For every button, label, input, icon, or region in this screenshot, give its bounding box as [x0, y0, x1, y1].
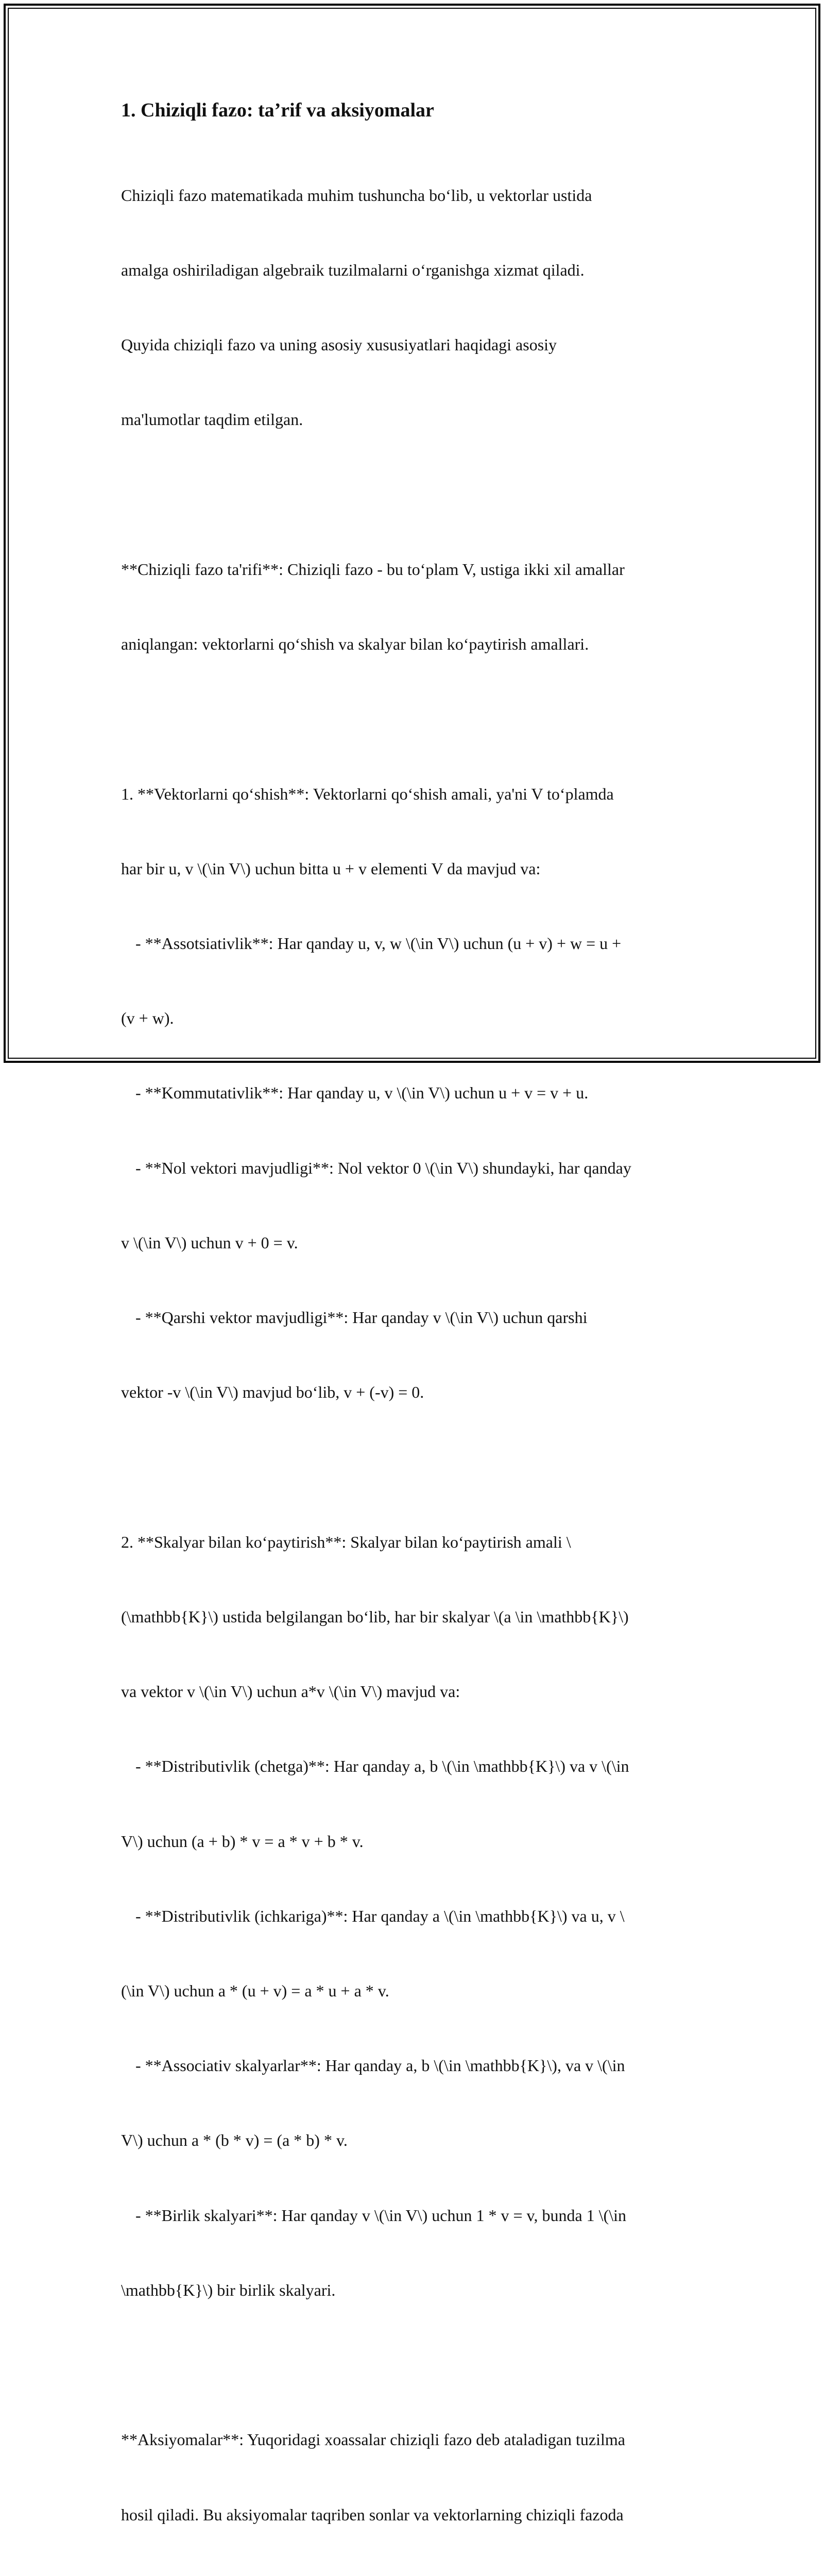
document-body	[121, 97, 713, 2576]
text-line: V\) uchun (a + b) * v = a * v + b * v.	[121, 1829, 713, 1854]
list-item-heading: 2. **Skalyar bilan ko‘paytirish**: Skalyar bilan ko‘paytirish amali \	[121, 1530, 713, 1554]
sub-item-inverse-vector: - **Qarshi vektor mavjudligi**: Har qanday v \(\in V\) uchun qarshi	[121, 1305, 713, 1330]
sub-item-zero-vector: - **Nol vektori mavjudligi**: Nol vektor 0 \(\in V\) shundayki, har qanday	[121, 1156, 713, 1180]
sub-item-distributivity-outer: - **Distributivlik (chetga)**: Har qanday a, b \(\in \mathbb{K}\) va v \(\in	[121, 1754, 713, 1778]
text-line: va vektor v \(\in V\) uchun a*v \(\in V\) mavjud va:	[121, 1679, 713, 1704]
section-title: 1. Chiziqli fazo: ta’rif va aksiyomalar	[121, 97, 713, 124]
sub-item-associative-scalars: - **Associativ skalyarlar**: Har qanday a, b \(\in \mathbb{K}\), va v \(\in	[121, 2053, 713, 2078]
text-line: har bir u, v \(\in V\) uchun bitta u + v elementi V da mavjud va:	[121, 856, 713, 881]
text-line: \mathbb{K}\) bir birlik skalyari.	[121, 2278, 713, 2302]
text-line: Chiziqli fazo matematikada muhim tushuncha bo‘lib, u vektorlar ustida	[121, 183, 713, 208]
paragraph-gap	[121, 706, 713, 731]
text-line: **Chiziqli fazo ta'rifi**: Chiziqli fazo - bu to‘plam V, ustiga ikki xil amallar	[121, 557, 713, 582]
sub-item-unit-scalar: - **Birlik skalyari**: Har qanday v \(\in V\) uchun 1 * v = v, bunda 1 \(\in	[121, 2203, 713, 2228]
vector-addition-section	[121, 732, 713, 1455]
text-line: (\mathbb{K}\) ustida belgilangan bo‘lib, har bir skalyar \(a \in \mathbb{K}\)	[121, 1604, 713, 1629]
axioms-paragraph	[121, 2378, 713, 2576]
definition-paragraph	[121, 507, 713, 706]
sub-item-distributivity-inner: - **Distributivlik (ichkariga)**: Har qanday a \(\in \mathbb{K}\) va u, v \	[121, 1904, 713, 1928]
text-line: (\in V\) uchun a * (u + v) = a * u + a * v.	[121, 1978, 713, 2003]
paragraph-gap	[121, 2352, 713, 2377]
paragraph-gap	[121, 1455, 713, 1480]
text-line: (v + w).	[121, 1006, 713, 1030]
text-line: hosil qiladi. Bu aksiyomalar taqriben sonlar va vektorlarning chiziqli fazoda	[121, 2502, 713, 2527]
sub-item-associativity: - **Assotsiativlik**: Har qanday u, v, w \(\in V\) uchun (u + v) + w = u +	[121, 931, 713, 956]
text-line: **Aksiyomalar**: Yuqoridagi xoassalar chiziqli fazo deb ataladigan tuzilma	[121, 2427, 713, 2452]
text-line: v \(\in V\) uchun v + 0 = v.	[121, 1230, 713, 1255]
intro-paragraph	[121, 133, 713, 482]
text-line: aniqlangan: vektorlarni qo‘shish va skalyar bilan ko‘paytirish amallari.	[121, 632, 713, 656]
text-line: ma'lumotlar taqdim etilgan.	[121, 407, 713, 432]
text-line: vektor -v \(\in V\) mavjud bo‘lib, v + (-v) = 0.	[121, 1380, 713, 1404]
scalar-multiplication-section	[121, 1480, 713, 2352]
text-line: amalga oshiriladigan algebraik tuzilmalarni o‘rganishga xizmat qiladi.	[121, 258, 713, 282]
list-item-heading: 1. **Vektorlarni qo‘shish**: Vektorlarni qo‘shish amali, ya'ni V to‘plamda	[121, 782, 713, 806]
text-line: Quyida chiziqli fazo va uning asosiy xususiyatlari haqidagi asosiy	[121, 332, 713, 357]
text-line: V\) uchun a * (b * v) = (a * b) * v.	[121, 2128, 713, 2153]
sub-item-commutativity: - **Kommutativlik**: Har qanday u, v \(\in V\) uchun u + v = v + u.	[121, 1080, 713, 1105]
paragraph-gap	[121, 482, 713, 507]
